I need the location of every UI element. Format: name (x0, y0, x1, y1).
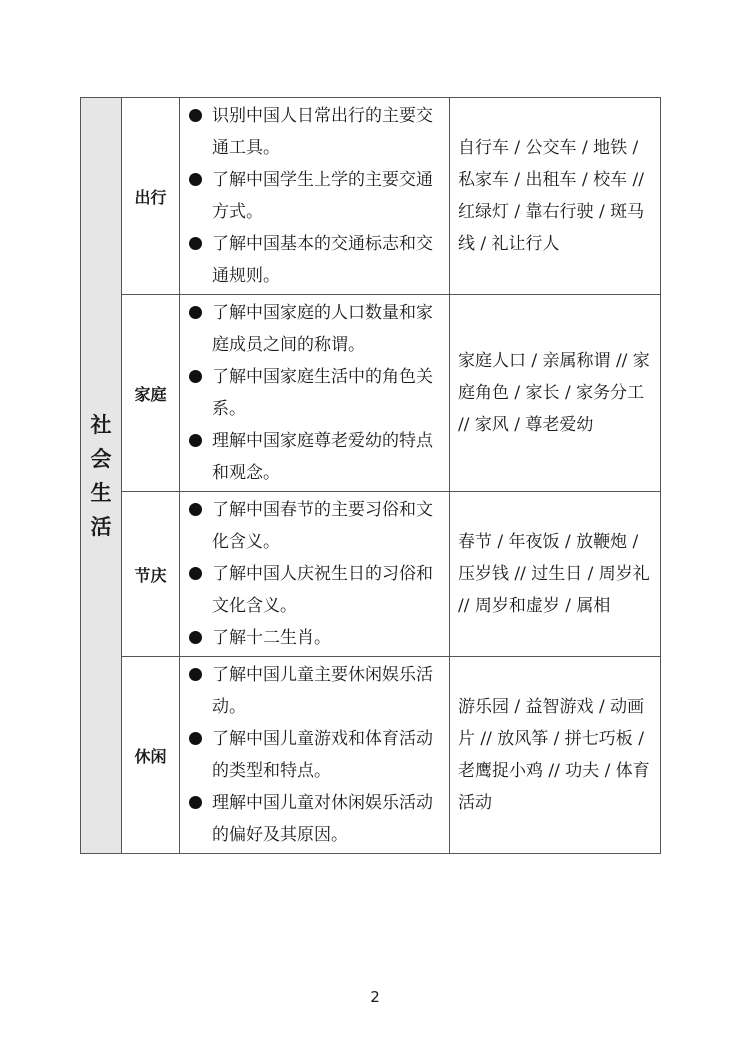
bullet-icon (189, 370, 202, 383)
topic-cell (122, 295, 180, 492)
table-row (81, 492, 661, 657)
bullet-icon (189, 434, 202, 447)
table-row (81, 295, 661, 492)
bullet-icon (189, 306, 202, 319)
vocabulary-text: 春节 / 年夜饭 / 放鞭炮 / 压岁钱 // 过生日 / 周岁礼 // 周岁和虚岁 / 属相 (458, 532, 650, 616)
topic-cell (122, 492, 180, 657)
objective-item: 了解中国春节的主要习俗和文化含义。 (187, 494, 449, 558)
vocabulary-text: 游乐园 / 益智游戏 / 动画片 // 放风筝 / 拼七巧板 / 老鹰捉小鸡 // 功夫 / 体育活动 (458, 697, 650, 813)
vocabulary-cell (450, 657, 661, 854)
objective-item: 了解中国人庆祝生日的习俗和文化含义。 (187, 558, 449, 622)
bullet-icon (189, 173, 202, 186)
topic-label: 节庆 (134, 565, 167, 585)
bullet-icon (189, 503, 202, 516)
vocabulary-text: 自行车 / 公交车 / 地铁 / 私家车 / 出租车 / 校车 // 红绿灯 / 靠右行驶 / 斑马线 / 礼让行人 (458, 138, 645, 254)
vocabulary-text: 家庭人口 / 亲属称谓 // 家庭角色 / 家长 / 家务分工 // 家风 / 尊老爱幼 (458, 351, 650, 435)
objectives-cell (180, 98, 450, 295)
bullet-icon (189, 237, 202, 250)
page-number: 2 (370, 988, 380, 1006)
table-row (81, 657, 661, 854)
objective-item: 了解中国家庭的人口数量和家庭成员之间的称谓。 (187, 297, 449, 361)
curriculum-table (80, 97, 661, 854)
topic-label: 家庭 (134, 384, 167, 404)
category-cell (81, 98, 122, 854)
bullet-icon (189, 631, 202, 644)
bullet-icon (189, 796, 202, 809)
objective-item: 理解中国家庭尊老爱幼的特点和观念。 (187, 425, 449, 489)
objectives-cell (180, 657, 450, 854)
vocabulary-cell (450, 98, 661, 295)
objectives-cell (180, 295, 450, 492)
table-row (81, 98, 661, 295)
bullet-icon (189, 567, 202, 580)
bullet-icon (189, 732, 202, 745)
objective-item: 了解十二生肖。 (187, 622, 449, 654)
objective-item: 了解中国学生上学的主要交通方式。 (187, 164, 449, 228)
bullet-icon (189, 668, 202, 681)
objective-item: 识别中国人日常出行的主要交通工具。 (187, 100, 449, 164)
vocabulary-cell (450, 295, 661, 492)
vocabulary-cell (450, 492, 661, 657)
category-label: 社会生活 (90, 411, 112, 539)
topic-cell (122, 657, 180, 854)
objective-item: 了解中国儿童主要休闲娱乐活动。 (187, 659, 449, 723)
objective-item: 了解中国儿童游戏和体育活动的类型和特点。 (187, 723, 449, 787)
topic-cell (122, 98, 180, 295)
objectives-cell (180, 492, 450, 657)
bullet-icon (189, 109, 202, 122)
objective-item: 理解中国儿童对休闲娱乐活动的偏好及其原因。 (187, 787, 449, 851)
topic-label: 休闲 (134, 746, 167, 766)
topic-label: 出行 (134, 187, 167, 207)
objective-item: 了解中国基本的交通标志和交通规则。 (187, 228, 449, 292)
objective-item: 了解中国家庭生活中的角色关系。 (187, 361, 449, 425)
